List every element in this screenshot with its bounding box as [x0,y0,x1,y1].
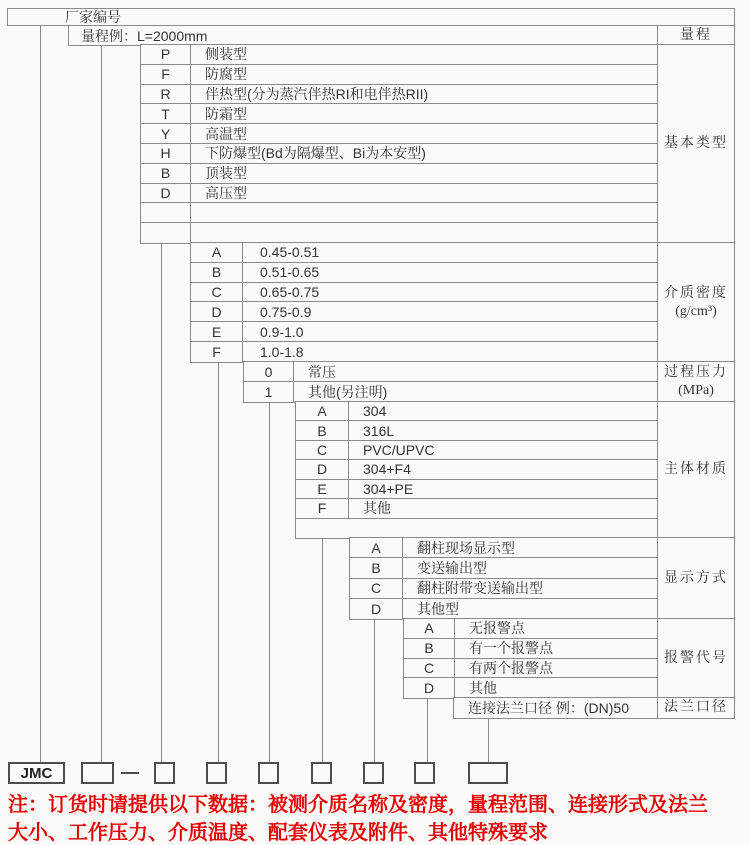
option-code [141,223,191,243]
option-code: A [404,619,455,638]
option-desc: 防霜型 [205,105,247,122]
option-code: C [191,283,243,302]
option-desc: 其他(另注明) [308,384,388,400]
connector-line-pressure [269,403,270,762]
option-desc: 304 [363,403,387,420]
range-example-text: 量程例：L=2000mm [81,27,208,44]
option-desc: 防腐型 [205,66,247,83]
option-code [296,519,349,538]
code-box-density [206,762,227,784]
section-body-material [295,401,658,539]
model-prefix-label: JMC [20,764,53,782]
connector-line-manufacturer [40,26,41,762]
option-desc: 翻柱现场显示型 [417,539,515,556]
option-code: 1 [244,382,294,402]
manufacturer-code-label: 厂家编号 [65,9,121,25]
code-box-basic-type [154,762,175,784]
model-prefix-box [8,762,65,784]
option-desc: 伴热型(分为蒸汽伴热RI和电伴热RII) [205,86,429,102]
section-medium-density [190,242,658,363]
option-code: H [141,144,191,163]
section-basic-type [140,44,658,244]
connector-line-range [101,46,102,762]
label-alarm-code: 报警代号 [657,618,735,699]
code-box-pressure [258,762,279,784]
option-code: B [296,421,349,439]
code-box-range [81,762,114,784]
label-basic-type: 基本类型 [657,44,735,244]
section-display-mode [349,537,658,620]
code-box-flange [468,762,508,784]
option-code: P [141,45,191,64]
option-desc: 有两个报警点 [469,659,553,676]
option-code: A [350,538,403,557]
option-code: E [296,480,349,498]
option-code [141,203,191,222]
option-desc: 其他 [469,680,497,697]
option-code: D [191,302,243,321]
option-desc: 侧装型 [205,46,247,63]
code-box-display [363,762,384,784]
code-box-alarm [414,762,435,784]
option-desc: 无报警点 [469,620,525,637]
label-range: 量程 [657,25,735,46]
code-box-material [311,762,332,784]
manufacturer-code-row [7,8,735,26]
label-body-material: 主体材质 [657,401,735,539]
option-desc: 0.9-1.0 [260,323,304,340]
code-dash [121,772,139,774]
connector-line-density [218,363,219,762]
option-desc: 304+F4 [363,461,411,478]
label-flange-size: 法兰口径 [657,697,735,719]
option-desc: 0.51-0.65 [260,264,320,281]
ordering-note-line2: 大小、工作压力、介质温度、配套仪表及附件、其他特殊要求 [8,822,548,844]
option-desc: 1.0-1.8 [260,344,304,361]
section-range [68,25,658,46]
connector-line-alarm [427,699,428,762]
option-desc: 高压型 [205,184,247,201]
option-desc: 翻柱附带变送输出型 [417,580,543,597]
option-desc: PVC/UPVC [363,442,435,459]
connector-line-display [374,620,375,762]
connector-line-basic-type [161,244,162,762]
option-code: E [191,322,243,341]
option-code: D [141,184,191,203]
label-process-pressure: 过程压力 (MPa) [657,361,735,403]
option-code: F [191,342,243,362]
option-code: D [296,460,349,478]
label-medium-density: 介质密度 (g/cm³) [657,242,735,363]
option-code: C [404,659,455,678]
option-desc: 常压 [308,363,336,380]
section-flange-size [453,697,658,719]
option-desc: 其他 [363,500,391,517]
option-desc: 有一个报警点 [469,640,553,657]
option-desc: 高温型 [205,125,247,142]
connector-line-material [322,539,323,762]
connector-line-flange [488,719,489,762]
option-code: C [296,441,349,459]
ordering-note-line1: 注：订货时请提供以下数据：被测介质名称及密度，量程范围、连接形式及法兰 [8,794,708,816]
option-code: R [141,85,191,104]
option-code: B [404,639,455,658]
option-code: Y [141,124,191,143]
option-desc: 下防爆型(Bd为隔爆型、Bi为本安型) [205,145,426,162]
option-code: T [141,104,191,123]
option-code: D [404,678,455,698]
option-desc: 其他型 [417,600,459,617]
label-display-mode: 显示方式 [657,537,735,620]
option-desc: 0.65-0.75 [260,284,320,301]
option-code: B [141,164,191,183]
option-desc: 0.75-0.9 [260,303,312,320]
option-desc: 316L [363,422,395,439]
option-code: 0 [244,362,294,381]
option-desc: 顶装型 [205,165,247,182]
section-alarm-code [403,618,658,699]
option-code: C [350,579,403,598]
option-desc: 304+PE [363,480,414,497]
option-code: B [350,558,403,577]
section-process-pressure [243,361,658,403]
option-code: B [191,263,243,282]
option-desc: 0.45-0.51 [260,244,320,261]
option-desc: 变送输出型 [417,559,487,576]
option-code: F [141,65,191,84]
option-code: A [191,243,243,262]
option-code: A [296,402,349,420]
option-code: D [350,599,403,619]
option-code: F [296,499,349,517]
flange-example-text: 连接法兰口径 例：(DN)50 [468,700,630,716]
ordering-note [8,791,748,845]
